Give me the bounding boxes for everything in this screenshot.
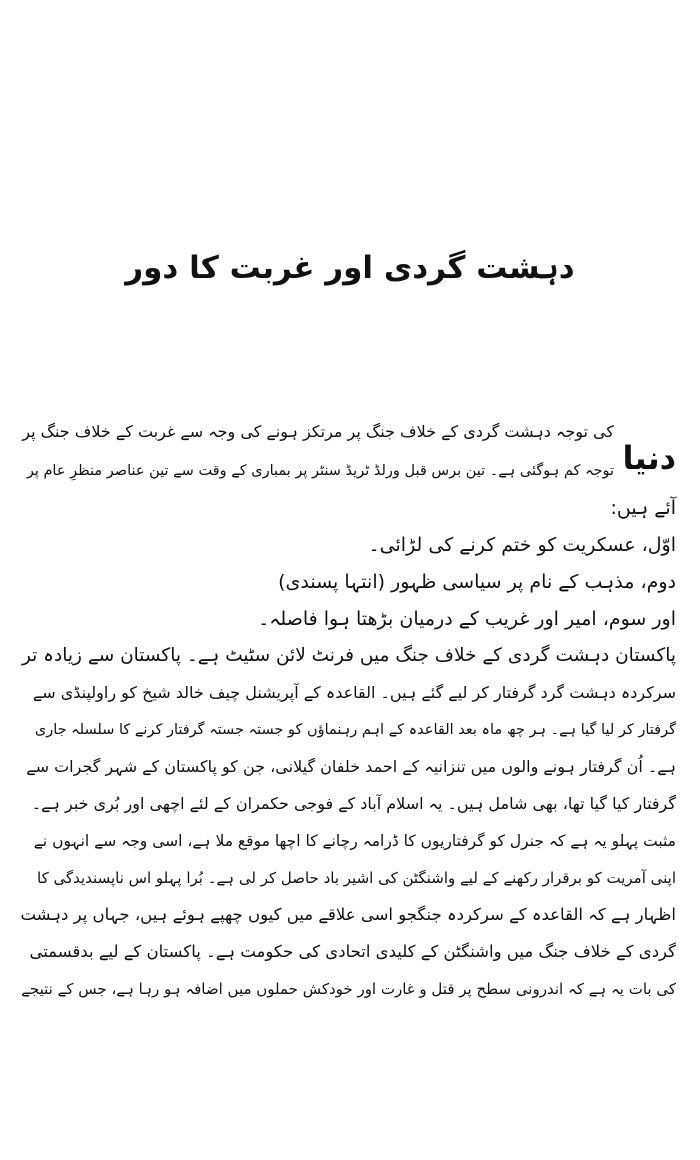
text-line: گرفتار کیا گیا تھا، بھی شامل ہیں۔ یہ اسلام آباد کے فوجی حکمران کے لئے اچھی اور بُری خبر ہے۔ [31, 794, 676, 813]
text-line: ہے۔ اُن گرفتار ہونے والوں میں تنزانیہ کے احمد خلفان گیلانی، جن کو پاکستان کے شہر گجرات سے [26, 757, 676, 776]
text-line: آئے ہیں: [610, 497, 676, 519]
list-item: دوم، مذہب کے نام پر سیاسی ظہور (انتہا پسندی) [278, 571, 676, 593]
text-line: کی توجہ دہشت گردی کے خلاف جنگ پر مرتکز ہونے کی وجہ سے غربت کے خلاف جنگ پر [22, 422, 614, 441]
text-line: مثبت پہلو یہ ہے کہ جنرل کو گرفتاریوں کا ڈرامہ رچانے کا اچھا موقع ملا ہے، اسی وجہ سے انہوں نے [33, 832, 676, 850]
text-line: اپنی آمریت کو برقرار رکھنے کے لیے واشنگٹن کی اشیر باد حاصل کر لی ہے۔ بُرا پہلو اس ناپسندیدگی کا [37, 869, 676, 887]
text-line: اظہار ہے کہ القاعدہ کے سرکردہ جنگجو اسی علاقے میں کیوں چھپے ہوئے ہیں، جہاں پر دہشت [20, 905, 676, 924]
text-line: کی بات یہ ہے کہ اندرونی سطح پر قتل و غارت اور خودکش حملوں میں اضافہ ہو رہا ہے، جس کے نتیجے [21, 980, 676, 998]
text-line: گردی کے خلاف جنگ میں واشنگٹن کے کلیدی اتحادی کی حکومت ہے۔ پاکستان کے لیے بدقسمتی [29, 942, 676, 961]
text-line: گرفتار کر لیا گیا ہے۔ ہر چھ ماہ بعد القاعدہ کے اہم رہنماؤں کو جستہ جستہ گرفتار کرنے کا سلسلہ جاری [34, 722, 676, 738]
text-line: پاکستان دہشت گردی کے خلاف جنگ میں فرنٹ لائن سٹیٹ ہے۔ پاکستان سے زیادہ تر [21, 645, 676, 666]
text-line: سرکردہ دہشت گرد گرفتار کر لیے گئے ہیں۔ القاعدہ کے آپریشنل چیف خالد شیخ کو راولپنڈی سے [32, 683, 676, 702]
list-item: اوّل، عسکریت کو ختم کرنے کی لڑائی۔ [368, 534, 676, 556]
page-title: دہشت گردی اور غربت کا دور [125, 250, 575, 286]
list-item: اور سوم، امیر اور غریب کے درمیان بڑھتا ہوا فاصلہ۔ [258, 608, 676, 630]
text-line: توجہ کم ہوگئی ہے۔ تین برس قبل ورلڈ ٹریڈ سنٹر پر بمباری کے وقت سے تین عناصر منظرِ عام پر [26, 463, 614, 479]
drop-cap-word: دنیا [622, 439, 676, 477]
